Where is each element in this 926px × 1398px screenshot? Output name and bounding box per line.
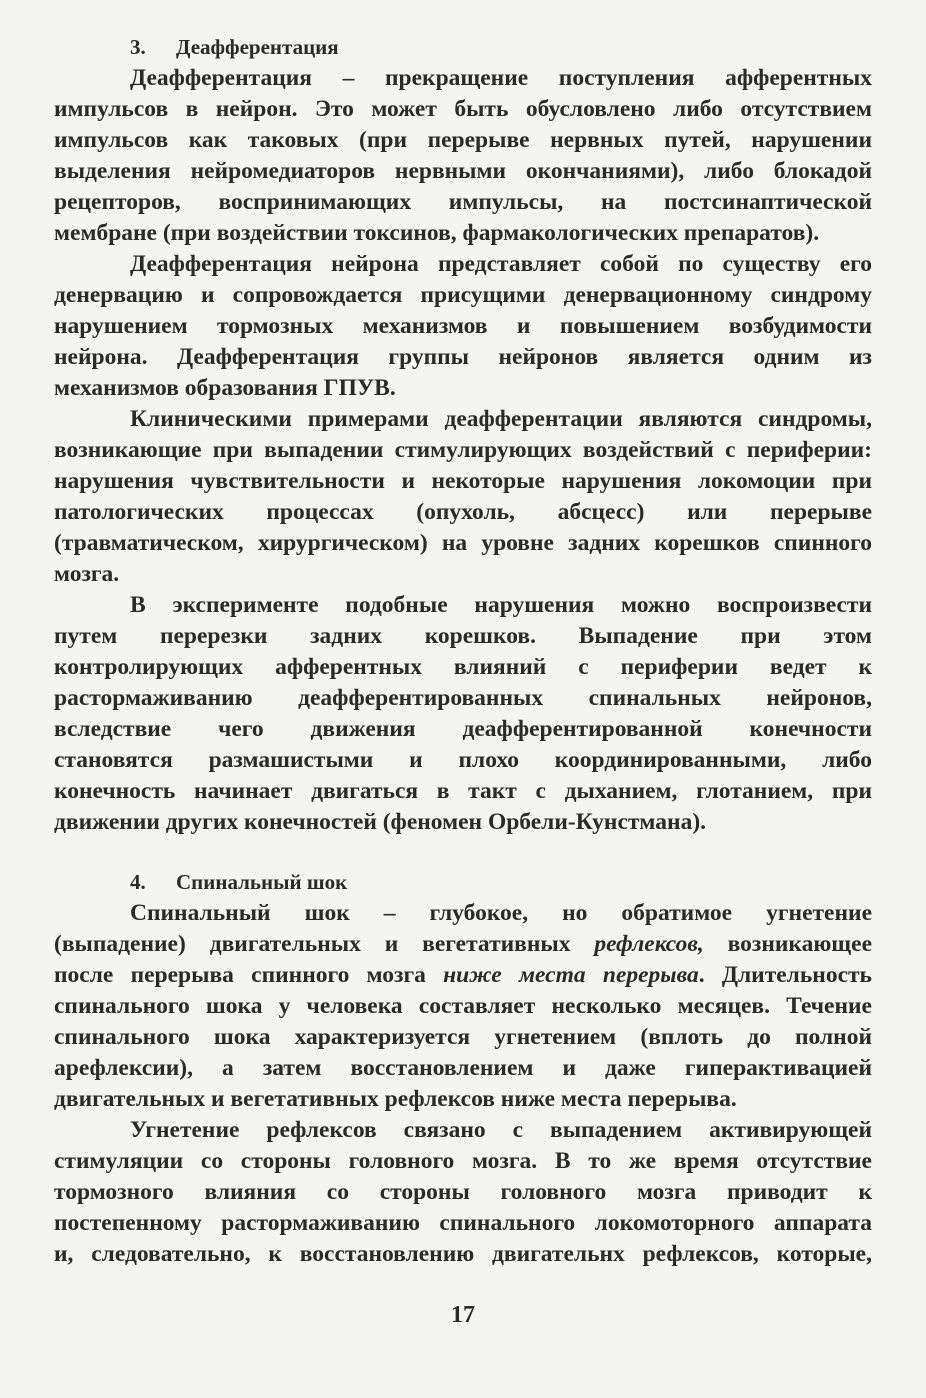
page-content xyxy=(54,32,872,1270)
text-line: нейрона. Деафферентация группы нейронов является одним из xyxy=(54,344,872,370)
text-line: нарушения чувствительности и некоторые нарушения локомоции при xyxy=(54,468,872,494)
paragraph xyxy=(54,63,872,249)
paragraph xyxy=(54,898,872,1115)
section-heading-4 xyxy=(54,867,872,898)
text-line: спинального шока у человека составляет несколько месяцев. Течение xyxy=(54,993,872,1019)
paragraph xyxy=(54,590,872,838)
paragraph xyxy=(54,404,872,590)
text-line: становятся размашистыми и плохо координированными, либо xyxy=(54,747,872,773)
text-line: постепенному растормаживанию спинального локомоторного аппарата xyxy=(54,1210,872,1236)
italic-term: ниже места перерыва xyxy=(443,962,699,988)
text-run: (выпадение) двигательных и вегетативных xyxy=(54,931,595,957)
text-line xyxy=(54,960,872,991)
text-line: Клиническими примерами деафферентации являются синдромы, xyxy=(130,406,872,432)
text-line: конечность начинает двигаться в такт с дыханием, глотанием, при xyxy=(54,778,872,804)
text-line: стимуляции со стороны головного мозга. В то же время отсутствие xyxy=(54,1148,872,1174)
text-line: импульсов в нейрон. Это может быть обусловлено либо отсутствием xyxy=(54,96,872,122)
text-line: контролирующих афферентных влияний с периферии ведет к xyxy=(54,654,872,680)
text-line: Спинальный шок – глубокое, но обратимое угнетение xyxy=(130,900,872,926)
section-number: 3. xyxy=(130,35,146,59)
text-line: спинального шока характеризуется угнетением (вплоть до полной xyxy=(54,1024,872,1050)
text-line: мембране (при воздействии токсинов, фармакологических препаратов). xyxy=(54,220,820,246)
text-line: импульсов как таковых (при перерыве нервных путей, нарушении xyxy=(54,127,872,153)
text-line: арефлексии), а затем восстановлением и даже гиперактивацией xyxy=(54,1055,872,1081)
section-heading-3 xyxy=(54,32,872,63)
text-line: двигательных и вегетативных рефлексов ниже места перерыва. xyxy=(54,1086,737,1112)
text-line: рецепторов, воспринимающих импульсы, на постсинаптической xyxy=(54,189,872,215)
text-line: патологических процессах (опухоль, абсцесс) или перерыве xyxy=(54,499,872,525)
text-line: тормозного влияния со стороны головного мозга приводит к xyxy=(54,1179,872,1205)
text-line: выделения нейромедиаторов нервными окончаниями), либо блокадой xyxy=(54,158,872,184)
text-line: нарушением тормозных механизмов и повышением возбудимости xyxy=(54,313,872,339)
text-run: возникающее xyxy=(703,931,872,957)
section-number: 4. xyxy=(130,870,146,894)
text-line: Деафферентация нейрона представляет собой по существу его xyxy=(130,251,872,277)
text-line: путем перерезки задних корешков. Выпадение при этом xyxy=(54,623,872,649)
text-line xyxy=(54,929,872,960)
text-line: (травматическом, хирургическом) на уровне задних корешков спинного xyxy=(54,530,872,556)
text-line: растормаживанию деафферентированных спинальных нейронов, xyxy=(54,685,872,711)
paragraph xyxy=(54,1115,872,1270)
text-line: Деафферентация – прекращение поступления афферентных xyxy=(130,65,872,91)
text-line: и, следовательно, к восстановлению двигательнх рефлексов, которые, xyxy=(54,1241,872,1267)
text-line: денервацию и сопровождается присущими денервационному синдрому xyxy=(54,282,872,308)
text-line: Угнетение рефлексов связано с выпадением активирующей xyxy=(130,1117,872,1143)
text-line: возникающие при выпадении стимулирующих воздействий с периферии: xyxy=(54,437,872,463)
section-title: Деафферентация xyxy=(176,35,339,59)
page-number: 17 xyxy=(451,1302,475,1328)
text-line: В эксперименте подобные нарушения можно воспроизвести xyxy=(130,592,872,618)
paragraph xyxy=(54,249,872,404)
section-title: Спинальный шок xyxy=(176,870,348,894)
italic-term: рефлексов, xyxy=(594,931,704,957)
text-line: вследствие чего движения деафферентированной конечности xyxy=(54,716,872,742)
text-line: механизмов образования ГПУВ. xyxy=(54,375,396,401)
text-run: . Длительность xyxy=(698,962,872,988)
text-run: после перерыва спинного мозга xyxy=(54,962,444,988)
text-line: движении других конечностей (феномен Орбели-Кунстмана). xyxy=(54,809,707,835)
text-line: мозга. xyxy=(54,561,120,587)
section-gap xyxy=(54,838,872,867)
